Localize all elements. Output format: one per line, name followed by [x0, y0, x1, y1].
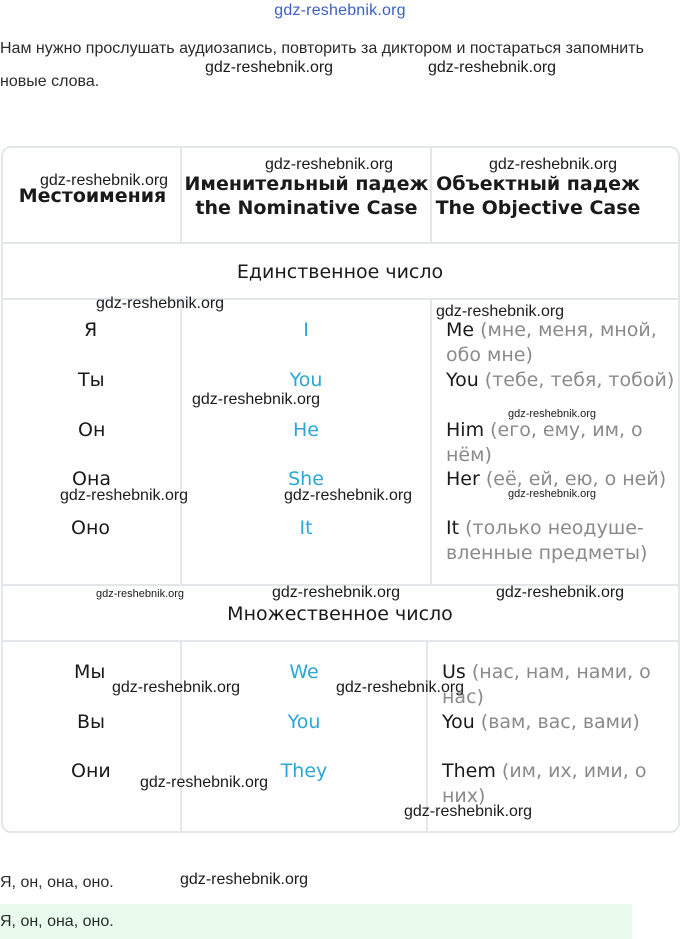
objective-case — [442, 710, 657, 735]
header-pronouns: Местоимения — [18, 185, 167, 207]
objective-translation: (его, ему, им, о нём) — [446, 419, 643, 466]
objective-word: Him — [446, 419, 485, 441]
header-nominative-en: the Nominative Case — [195, 197, 418, 219]
pronoun-ru: Ты — [78, 369, 105, 391]
objective-translation: (мне, меня, мной, обо мне) — [446, 319, 657, 366]
watermark: gdz-reshebnik.org — [180, 871, 309, 888]
nominative-case: She — [288, 468, 324, 490]
table-divider — [2, 242, 678, 244]
watermark: gdz-reshebnik.org — [508, 408, 597, 420]
watermark: gdz-reshebnik.org — [205, 59, 334, 76]
table-divider — [180, 148, 182, 242]
objective-case — [446, 368, 676, 393]
watermark: gdz-reshebnik.org — [336, 679, 465, 696]
watermark: gdz-reshebnik.org — [508, 488, 597, 500]
watermark: gdz-reshebnik.org — [404, 803, 533, 820]
header-objective-en: The Objective Case — [435, 197, 641, 219]
objective-word: Me — [446, 319, 475, 341]
objective-word: Them — [442, 760, 496, 782]
objective-case — [446, 418, 676, 468]
objective-translation: (только неодуше-вленные предметы) — [446, 517, 648, 564]
objective-case — [446, 516, 676, 566]
watermark: gdz-reshebnik.org — [96, 295, 225, 312]
objective-translation: (нас, нам, нами, о нас) — [442, 661, 651, 708]
nominative-case: He — [293, 419, 319, 441]
section-singular-title: Единственное число — [236, 261, 444, 283]
table-divider — [430, 300, 432, 584]
nominative-case: You — [289, 369, 323, 391]
objective-case — [446, 318, 676, 368]
watermark: gdz-reshebnik.org — [140, 774, 269, 791]
answer-highlighted: Я, он, она, оно. — [0, 904, 632, 939]
nominative-case: We — [289, 661, 319, 683]
objective-word: You — [442, 711, 475, 733]
pronoun-ru: Я — [84, 319, 98, 341]
pronoun-ru: Вы — [77, 711, 106, 733]
intro-text: Нам нужно прослушать аудиозапись, повторить за диктором и постараться запомнить новые слова. — [0, 40, 644, 90]
objective-word: Us — [442, 661, 466, 683]
objective-translation: (вам, вас, вами) — [480, 711, 640, 733]
site-domain[interactable]: gdz-reshebnik.org — [274, 2, 406, 19]
watermark: gdz-reshebnik.org — [112, 679, 241, 696]
table-divider — [2, 640, 678, 642]
watermark: gdz-reshebnik.org — [40, 172, 169, 189]
nominative-case: They — [280, 760, 328, 782]
watermark: gdz-reshebnik.org — [265, 156, 394, 173]
objective-translation: (тебе, тебя, тобой) — [484, 369, 675, 391]
watermark: gdz-reshebnik.org — [428, 59, 557, 76]
objective-case — [442, 759, 657, 809]
objective-translation: (им, их, ими, о них) — [442, 760, 647, 807]
objective-word: Her — [446, 468, 480, 490]
section-plural-title: Множественное число — [227, 603, 453, 625]
watermark: gdz-reshebnik.org — [96, 588, 185, 600]
table-divider — [180, 300, 182, 584]
header-objective-ru: Объектный падеж — [436, 173, 640, 195]
objective-word: You — [446, 369, 479, 391]
watermark: gdz-reshebnik.org — [496, 584, 625, 601]
nominative-case: It — [299, 517, 313, 539]
answer-text: Я, он, она, оно. — [0, 874, 114, 891]
header-nominative-ru: Именительный падеж — [184, 173, 429, 195]
nominative-case: I — [303, 319, 309, 341]
pronoun-ru: Он — [78, 419, 106, 441]
watermark: gdz-reshebnik.org — [436, 303, 565, 320]
objective-translation: (её, ей, ею, о ней) — [485, 468, 667, 490]
objective-case — [442, 660, 657, 710]
watermark: gdz-reshebnik.org — [284, 487, 413, 504]
objective-word: It — [446, 517, 460, 539]
watermark: gdz-reshebnik.org — [489, 156, 618, 173]
watermark: gdz-reshebnik.org — [60, 487, 189, 504]
watermark: gdz-reshebnik.org — [192, 391, 321, 408]
watermark: gdz-reshebnik.org — [272, 584, 401, 601]
nominative-case: You — [287, 711, 321, 733]
pronoun-ru: Оно — [71, 517, 111, 539]
pronoun-ru: Она — [72, 468, 112, 490]
pronoun-ru: Они — [71, 760, 111, 782]
pronoun-ru: Мы — [74, 661, 106, 683]
